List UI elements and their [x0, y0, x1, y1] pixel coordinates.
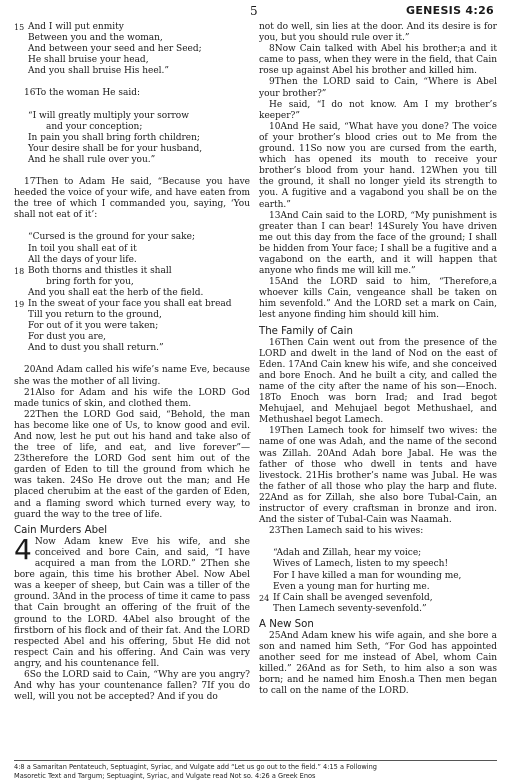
verse-number: [14, 277, 28, 288]
verse-number: [14, 133, 28, 144]
poem-line: [14, 277, 250, 288]
poem-line: [14, 33, 250, 44]
verse-13-14: 13And Cain said to the LORD, “My punishment is greater than I can bear! 14Surely You have driven me out this day from the face of the ground; I shall be hidden from Your face; I shall be a fugitive and a vagabond on the earth, and it will happen that anyone who finds me will kill me.”: [259, 210, 497, 277]
verse-number: [259, 571, 273, 582]
verse-number: 19: [14, 299, 25, 309]
verse-number: [14, 332, 28, 343]
chapter-4-opening: [14, 532, 250, 670]
poem-line-text: In toil you shall eat of it: [28, 243, 137, 254]
poem-line-text: In the sweat of your face you shall eat bread: [28, 298, 232, 309]
verse-17: 17Then to Adam He said, “Because you have heeded the voice of your wife, and have eaten from the tree of which I commanded you, saying, ‘You shall not eat of it’:: [14, 177, 250, 221]
poem-line: [14, 22, 250, 33]
poem-line: [259, 548, 497, 559]
section-heading-a-new-son: A New Son: [259, 618, 314, 630]
verse-number: [259, 548, 273, 559]
poem-line-text: “Cursed is the ground for your sake;: [28, 232, 195, 243]
verse-number: [14, 144, 28, 155]
verse-16: 16To the woman He said:: [24, 88, 141, 99]
poem-line-text: Wives of Lamech, listen to my speech!: [273, 559, 449, 570]
poem-line-text: If Cain shall be avenged sevenfold,: [273, 592, 433, 603]
poem-line: [259, 604, 497, 615]
verse-number: [14, 255, 28, 266]
poem-line: [14, 133, 250, 144]
verse-number: [14, 232, 28, 243]
verse-number: [14, 44, 28, 55]
verse-1-5: Now Adam knew Eve his wife, and she conceived and bore Cain, and said, “I have acquired a man from the LORD.” 2Then she bore again, this time his brother Abel. Now Abel was a keeper of sheep, but Cain was a tiller of the ground. 3And in the process of time it came to pass that Cain brought an offering of the fruit of the ground to the LORD. 4Abel also brought of the firstborn of his flock and of their fat. And the LORD respected Abel and his offering, 5but He did not respect Cain and his offering. And Cain was very angry, and his countenance fell.: [14, 536, 250, 669]
footnotes: [14, 763, 497, 781]
poem-line-text: “Adah and Zillah, hear my voice;: [273, 548, 422, 559]
poem-line: [14, 66, 250, 77]
poem-line-text: All the days of your life.: [28, 254, 137, 265]
verse-20: 20And Adam called his wife’s name Eve, because she was the mother of all living.: [14, 365, 250, 387]
verse-number: [14, 55, 28, 66]
section-heading-cain-murders-abel: Cain Murders Abel: [14, 524, 108, 536]
poem-line-text: and your conception;: [46, 121, 143, 132]
verse-number: [14, 122, 28, 133]
page-number: 5: [250, 4, 258, 18]
verse-number: 24: [259, 593, 270, 603]
poem-line: [259, 593, 497, 604]
poem-line-text: And I will put enmity: [28, 22, 124, 32]
running-head: GENESIS 4:26: [406, 4, 494, 17]
footnote-line: 4:8 a Samaritan Pentateuch, Septuagint, Syriac, and Vulgate add “Let us go out to the field.” 4:15 a Following: [14, 763, 377, 771]
poem-line: [14, 332, 250, 343]
poem-line: [14, 343, 250, 354]
verse-number: [259, 559, 273, 570]
poem-line: [14, 244, 250, 255]
poem-verse-15: [14, 22, 250, 77]
verse-number: [14, 321, 28, 332]
poem-line: [14, 266, 250, 277]
verse-10-12: 10And He said, “What have you done? The voice of your brother’s blood cries out to Me from the ground. 11So now you are cursed from the earth, which has opened its mouth to receive your brother’s blood from your hand. 12When you till the ground, it shall no longer yield its strength to you. A fugitive and a vagabond you shall be on the earth.”: [259, 121, 497, 210]
verse-8: 8Now Cain talked with Abel his brother;a and it came to pass, when they were in the field, that Cain rose up against Abel his brother and killed him.: [259, 44, 497, 77]
verse-number: 18: [14, 266, 25, 276]
verse-number: [14, 33, 28, 44]
poem-line-text: And he shall rule over you.”: [28, 154, 156, 165]
poem-line: [14, 299, 250, 310]
left-column: [14, 22, 250, 703]
poem-line: [14, 310, 250, 321]
poem-line-text: For out of it you were taken;: [28, 321, 159, 332]
verse-15: 15And the LORD said to him, “Therefore,a whoever kills Cain, vengeance shall be taken on him sevenfold.” And the LORD set a mark on Cain, lest anyone finding him should kill him.: [259, 277, 497, 321]
verse-number: [259, 582, 273, 593]
verse-number: [14, 111, 28, 122]
poem-line-text: Your desire shall be for your husband,: [28, 143, 203, 154]
poem-line-text: Between you and the woman,: [28, 33, 163, 44]
verse-16-18: 16Then Cain went out from the presence of the LORD and dwelt in the land of Nod on the east of Eden. 17And Cain knew his wife, and she conceived and bore Enoch. And he built a city, and called the name of the city after the name of his son—Enoch. 18To Enoch was born Irad; and Irad begot Mehujael, and Mehujael begot Methushael, and Methushael begot Lamech.: [259, 337, 497, 426]
chapter-number-dropcap: 4: [14, 532, 32, 566]
section-heading-family-of-cain: The Family of Cain: [259, 325, 353, 337]
poem-line-text: “I will greatly multiply your sorrow: [28, 110, 189, 121]
poem-line: [14, 321, 250, 332]
poem-line: [259, 582, 497, 593]
poem-line: [259, 571, 497, 582]
poem-line-text: And you shall bruise His heel.”: [28, 66, 170, 77]
poem-line-text: For dust you are,: [28, 332, 107, 343]
verse-number: [14, 310, 28, 321]
verse-21: 21Also for Adam and his wife the LORD God made tunics of skin, and clothed them.: [14, 387, 250, 409]
verse-number: [14, 343, 28, 354]
poem-line: [14, 232, 250, 243]
verse-number: [14, 288, 28, 299]
verse-25-26: 25And Adam knew his wife again, and she bore a son and named him Seth, “For God has appointed another seed for me instead of Abel, whom Cain killed.” 26And as for Seth, to him also a son was born; and he named him Enosh.a Then men began to call on the name of the LORD.: [259, 630, 497, 697]
verse-23: 23Then Lamech said to his wives:: [269, 526, 424, 537]
verse-9: 9Then the LORD said to Cain, “Where is Abel your brother?”: [259, 77, 497, 99]
verse-number: [259, 604, 273, 615]
poem-line: [14, 255, 250, 266]
poem-line: [14, 288, 250, 299]
poem-line-text: And you shall eat the herb of the field.: [28, 287, 204, 298]
verse-number: [14, 66, 28, 77]
verse-number: 15: [14, 23, 25, 32]
footnote-line: Masoretic Text and Targum; Septuagint, Syriac, and Vulgate read Not so. 4:26 a Greek Enos: [14, 772, 316, 780]
poem-line-text: For I have killed a man for wounding me,: [273, 570, 462, 581]
poem-line: [14, 122, 250, 133]
poem-line-text: Even a young man for hurting me.: [273, 581, 430, 592]
poem-line: [14, 155, 250, 166]
poem-verse-17-19: [14, 232, 250, 354]
poem-verse-16: [14, 111, 250, 166]
footnote-divider: [14, 760, 497, 761]
poem-lamech: [259, 548, 497, 615]
poem-line: [14, 111, 250, 122]
poem-line: [14, 44, 250, 55]
poem-line-text: He shall bruise your head,: [28, 55, 149, 66]
poem-line: [14, 55, 250, 66]
verse-number: [14, 244, 28, 255]
poem-line-text: And between your seed and her Seed;: [28, 44, 202, 55]
poem-line-text: Till you return to the ground,: [28, 310, 162, 321]
verse-9-reply: He said, “I do not know. Am I my brother’s keeper?”: [259, 99, 497, 121]
verse-6-7: 6So the LORD said to Cain, “Why are you angry? And why has your countenance fallen? 7If you do well, will you not be accepted? And if you do: [14, 669, 250, 703]
verse-number: [14, 155, 28, 166]
poem-line: [259, 559, 497, 570]
poem-line-text: And to dust you shall return.”: [28, 343, 164, 354]
right-column: [259, 22, 497, 698]
poem-line-text: In pain you shall bring forth children;: [28, 132, 200, 143]
verse-19-22: 19Then Lamech took for himself two wives: the name of one was Adah, and the name of the second was Zillah. 20And Adah bore Jabal. He was the father of those who dwell in tents and have livestock. 21His brother’s name was Jubal. He was the father of all those who play the harp and flute. 22And as for Zillah, she also bore Tubal-Cain, an instructor of every craftsman in bronze and iron. And the sister of Tubal-Cain was Naamah.: [259, 426, 497, 526]
poem-line-text: Both thorns and thistles it shall: [28, 265, 172, 276]
poem-line-text: Then Lamech seventy-sevenfold.”: [273, 603, 427, 614]
verse-22-24: 22Then the LORD God said, “Behold, the man has become like one of Us, to know good and evil. And now, lest he put out his hand and take also of the tree of life, and eat, and live forever”— 23therefore the LORD God sent him out of the garden of Eden to till the ground from which he was taken. 24So He drove out the man; and He placed cherubim at the east of the garden of Eden, and a flaming sword which turned every way, to guard the way to the tree of life.: [14, 409, 250, 520]
poem-line-text: bring forth for you,: [46, 276, 134, 287]
page-header: [0, 2, 508, 24]
verse-7-cont: not do well, sin lies at the door. And its desire is for you, but you should rule over it.”: [259, 22, 497, 44]
poem-line: [14, 144, 250, 155]
